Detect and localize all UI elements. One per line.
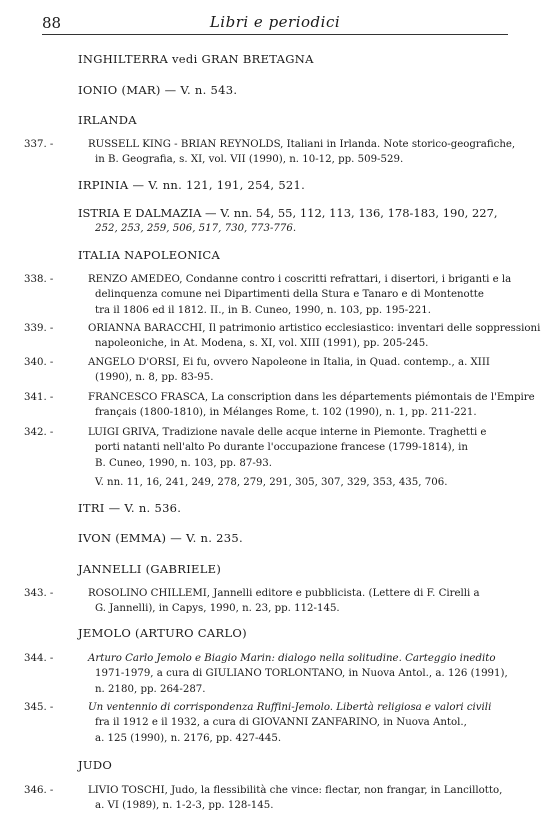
page-number: 88 (42, 14, 62, 32)
entry-342-line-1: LUIGI GRIVA, Tradizione navale delle acque interne in Piemonte. Traghetti e (88, 427, 487, 438)
entry-341-line-2: français (1800-1810), in Mélanges Rome, t. 102 (1990), n. 1, pp. 211-221. (95, 407, 477, 419)
running-header (42, 12, 508, 35)
entry-338-line-3: tra il 1806 ed il 1812. II., in B. Cuneo, 1990, n. 103, pp. 195-221. (95, 304, 431, 316)
heading-judo: JUDO (78, 758, 113, 772)
heading-irlanda: IRLANDA (78, 113, 137, 127)
entry-342-line-2: porti natanti nell'alto Po durante l'occupazione francese (1799-1814), in (95, 442, 468, 454)
entry-340 (78, 355, 508, 386)
entry-339-line-2: napoleoniche, in At. Modena, s. XI, vol. XIII (1991), pp. 205-245. (95, 338, 429, 350)
entry-341-line-1: FRANCESCO FRASCA, La conscription dans les départements piémontais de l'Empire (88, 392, 535, 403)
istria-line-1: ISTRIA E DALMAZIA — V. nn. 54, 55, 112, 113, 136, 178-183, 190, 227, (78, 206, 498, 220)
entry-345-line-3: a. 125 (1990), n. 2176, pp. 427-445. (95, 732, 282, 744)
entry-344-line-1: Arturo Carlo Jemolo e Biagio Marin: dialogo nella solitudine. Carteggio inedito (88, 653, 496, 664)
entry-345-line-2: fra il 1912 e il 1932, a cura di GIOVANNI ZANFARINO, in Nuova Antol., (95, 717, 467, 729)
entry-number-345: 345. - (24, 702, 54, 713)
entry-345-line-1: Un ventennio di corrispondenza Ruffini-Jemolo. Libertà religiosa e valori civili (88, 702, 492, 713)
entry-337-line-1: RUSSELL KING - BRIAN REYNOLDS, Italiani in Irlanda. Note storico-geografiche, (88, 139, 516, 150)
heading-irpinia: IRPINIA — V. nn. 121, 191, 254, 521. (78, 178, 306, 192)
entry-number-338: 338. - (24, 274, 54, 285)
entry-343-line-2: G. Jannelli), in Capys, 1990, n. 23, pp. 112-145. (95, 603, 340, 615)
entry-338-line-1: RENZO AMEDEO, Condanne contro i coscritti refrattari, i disertori, i briganti e la (88, 274, 512, 285)
heading-jemolo: JEMOLO (ARTURO CARLO) (78, 626, 247, 640)
entry-340-line-1: ANGELO D'ORSI, Ei fu, ovvero Napoleone in Italia, in Quad. contemp., a. XIII (88, 357, 490, 368)
entry-338 (78, 272, 512, 318)
entry-344 (78, 651, 508, 697)
entry-346 (78, 783, 508, 814)
entry-342 (78, 425, 508, 490)
entry-number-337: 337. - (24, 139, 54, 150)
entry-341 (78, 390, 535, 421)
entry-337-line-2: in B. Geografia, s. XI, vol. VII (1990), n. 10-12, pp. 509-529. (95, 154, 404, 166)
heading-inghilterra: INGHILTERRA vedi GRAN BRETAGNA (78, 52, 314, 66)
running-title: Libri e periodici (209, 13, 341, 31)
entry-342-line-3: B. Cuneo, 1990, n. 103, pp. 87-93. (95, 457, 273, 469)
entry-number-341: 341. - (24, 392, 54, 403)
entry-344-line-3: n. 2180, pp. 264-287. (95, 683, 206, 695)
entry-343-line-1: ROSOLINO CHILLEMI, Jannelli editore e pubblicista. (Lettere di F. Cirelli a (88, 588, 480, 599)
entry-number-344: 344. - (24, 653, 54, 664)
istria-line-2: 252, 253, 259, 506, 517, 730, 773-776. (95, 223, 297, 235)
entry-339 (78, 321, 541, 352)
heading-jannelli: JANNELLI (GABRIELE) (78, 562, 222, 576)
entry-342-cross-references: V. nn. 11, 16, 241, 249, 278, 279, 291, 305, 307, 329, 353, 435, 706. (95, 476, 448, 488)
entry-number-343: 343. - (24, 588, 54, 599)
entry-number-346: 346. - (24, 785, 54, 796)
heading-italia-napoleonica: ITALIA NAPOLEONICA (78, 248, 221, 262)
heading-istria (78, 206, 508, 237)
entry-number-339: 339. - (24, 323, 54, 334)
entry-number-340: 340. - (24, 357, 54, 368)
entry-346-line-1: LIVIO TOSCHI, Judo, la flessibilità che vince: flectar, non frangar, in Lancillotto, (88, 785, 503, 796)
heading-itri: ITRI — V. n. 536. (78, 501, 182, 515)
heading-ionio: IONIO (MAR) — V. n. 543. (78, 83, 238, 97)
entry-346-line-2: a. VI (1989), n. 1-2-3, pp. 128-145. (95, 800, 274, 812)
entry-340-line-2: (1990), n. 8, pp. 83-95. (95, 372, 214, 384)
entry-338-line-2: delinquenza comune nei Dipartimenti della Stura e Tanaro e di Montenotte (95, 289, 484, 301)
entry-345 (78, 700, 508, 746)
entry-343 (78, 586, 508, 617)
entry-339-line-1: ORIANNA BARACCHI, Il patrimonio artistico ecclesiastico: inventari delle soppressioni (88, 323, 541, 334)
entry-number-342: 342. - (24, 427, 54, 438)
entry-337 (78, 137, 516, 168)
heading-ivon: IVON (EMMA) — V. n. 235. (78, 531, 243, 545)
entry-344-line-2: 1971-1979, a cura di GIULIANO TORLONTANO, in Nuova Antol., a. 126 (1991), (95, 668, 508, 680)
